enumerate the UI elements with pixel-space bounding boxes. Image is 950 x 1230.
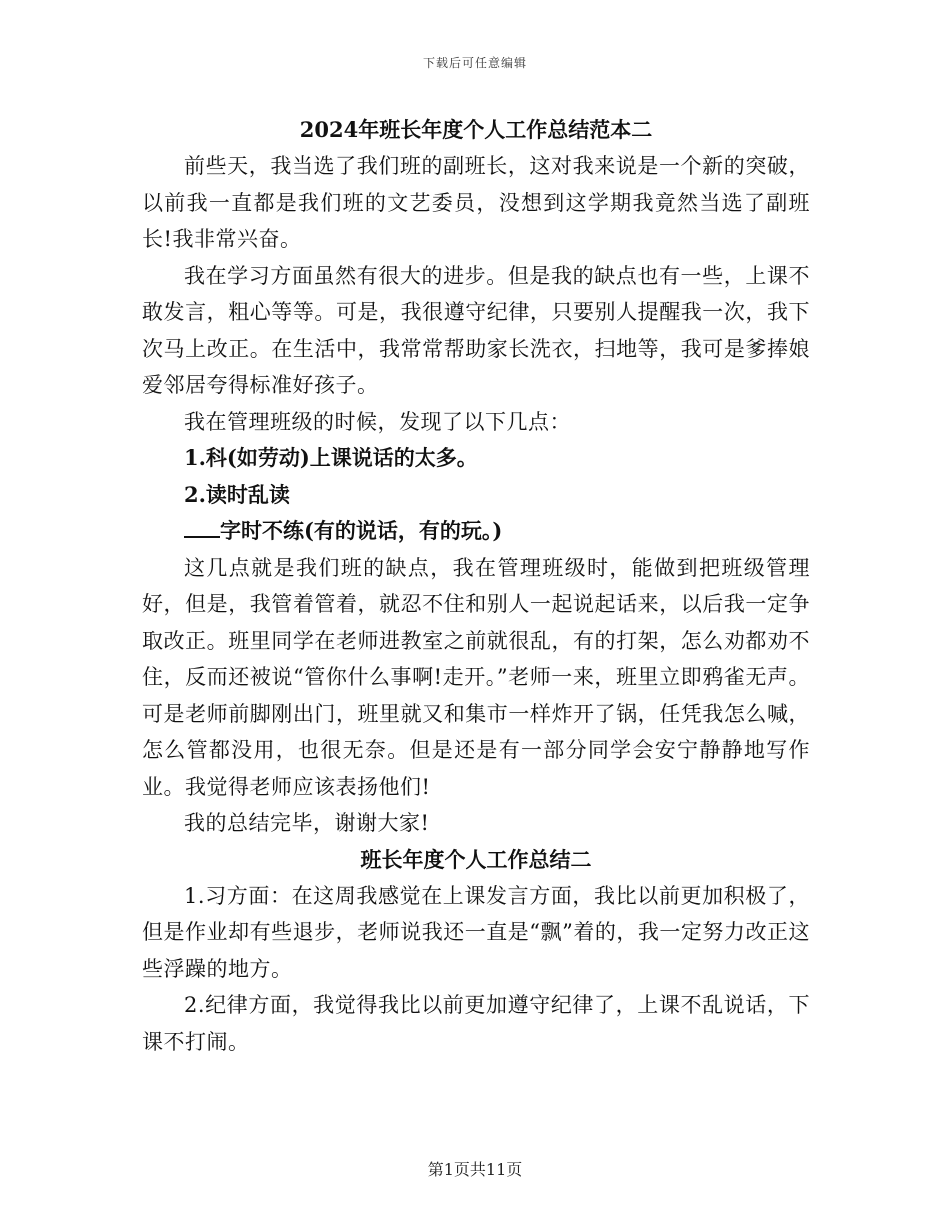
paragraph: 2.纪律方面，我觉得我比以前更加遵守纪律了，上课不乱说话，下课不打闹。 bbox=[142, 993, 810, 1054]
list-item-text: 字时不练(有的说话，有的玩。) bbox=[220, 518, 503, 543]
list-item: 2.读时乱读 bbox=[184, 481, 290, 507]
paragraph: 前些天，我当选了我们班的副班长，这对我来说是一个新的突破，以前我一直都是我们班的文艺委员，没想到这学期我竟然当选了副班长!我非常兴奋。 bbox=[142, 154, 810, 251]
paragraph: 我在管理班级的时候，发现了以下几点： bbox=[184, 409, 571, 434]
list-item: 1.科(如劳动)上课说话的太多。 bbox=[184, 445, 478, 470]
page-number: 第1页共11页 bbox=[427, 1160, 523, 1179]
paragraph: 这几点就是我们班的缺点，我在管理班级时，能做到把班级管理好，但是，我管着管着，就忍不住和别人一起说起话来，以后我一定争取改正。班里同学在老师进教室之前就很乱，有的打架，怎么劝都劝不住，反而还被说“管你什么事啊!走开。”老师一来，班里立即鸦雀无声。可是老师前脚刚出门，班里就又和集市一样炸开了锅，任凭我怎么喊，怎么管都没用，也很无奈。但是还是有一部分同学会安宁静静地写作业。我觉得老师应该表扬他们! bbox=[142, 555, 810, 799]
fill-in-blank bbox=[184, 518, 220, 538]
document-body bbox=[142, 112, 810, 1060]
paragraph: 1.习方面：在这周我感觉在上课发言方面，我比以前更加积极了，但是作业却有些退步，老师说我还一直是“飘”着的，我一定努力改正这些浮躁的地方。 bbox=[142, 883, 810, 981]
paragraph: 我在学习方面虽然有很大的进步。但是我的缺点也有一些，上课不敢发言，粗心等等。可是，我很遵守纪律，只要别人提醒我一次，我下次马上改正。在生活中，我常常帮助家长洗衣，扫地等，我可是爹捧娘爱邻居夸得标准好孩子。 bbox=[142, 263, 810, 397]
header-note: 下载后可任意编辑 bbox=[422, 56, 527, 70]
document-title: 2024年班长年度个人工作总结范本二 bbox=[299, 117, 653, 142]
section-title: 班长年度个人工作总结二 bbox=[360, 846, 592, 872]
list-item bbox=[142, 513, 810, 550]
paragraph: 我的总结完毕，谢谢大家! bbox=[184, 811, 430, 835]
